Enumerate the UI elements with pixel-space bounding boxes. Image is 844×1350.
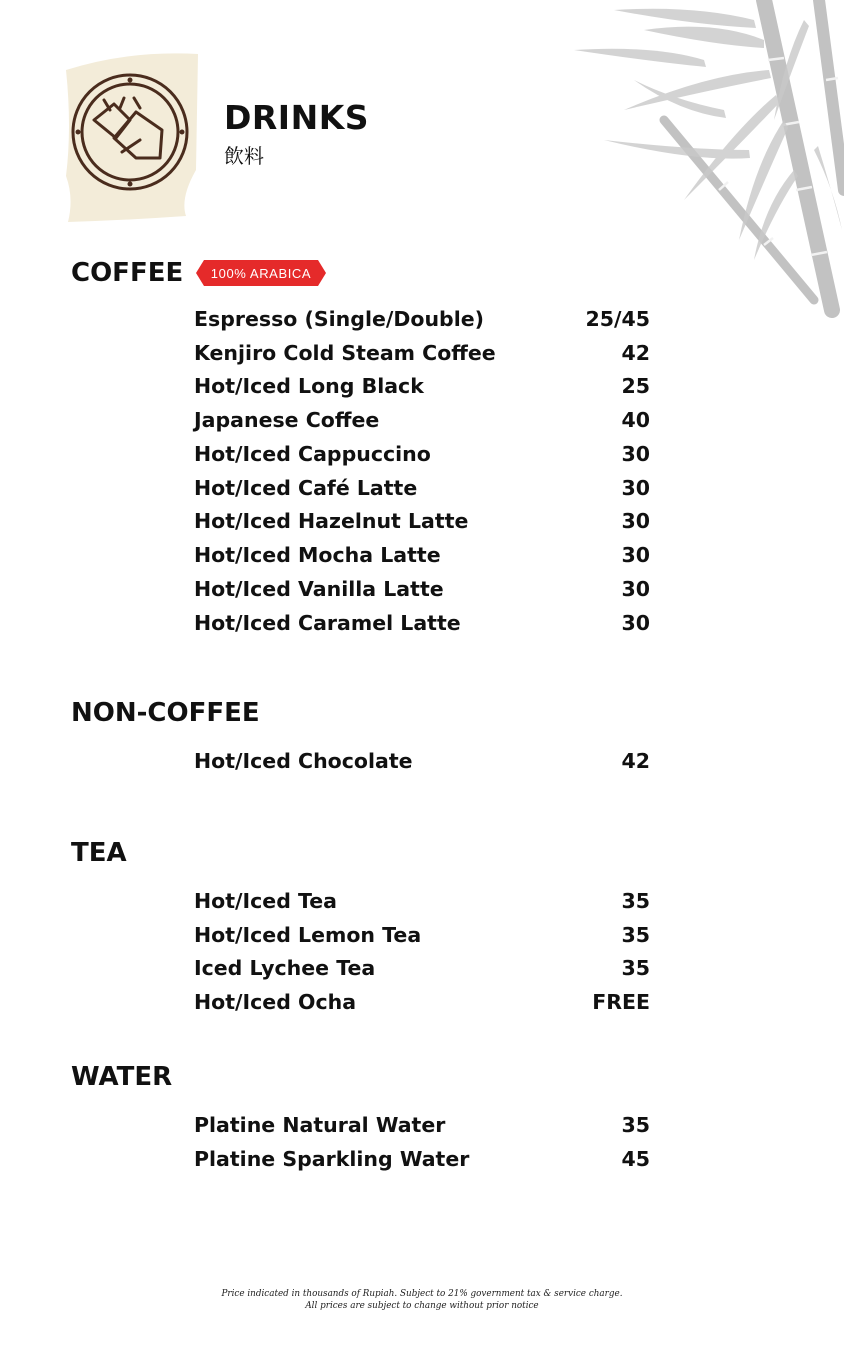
- coffee-list: [194, 302, 650, 640]
- menu-item: [194, 336, 650, 370]
- menu-item: [194, 744, 650, 778]
- section-title-coffee: COFFEE: [71, 258, 184, 288]
- item-name: Hot/Iced Hazelnut Latte: [194, 509, 469, 534]
- badge-label: 100% ARABICA: [210, 265, 312, 281]
- section-title-water: WATER: [71, 1062, 173, 1092]
- item-price: 45: [621, 1146, 650, 1171]
- item-price: 42: [621, 748, 650, 773]
- item-price: 30: [621, 509, 650, 534]
- footer-line-1: Price indicated in thousands of Rupiah. Subject to 21% government tax & service charge.: [221, 1289, 623, 1299]
- menu-item: [194, 370, 650, 404]
- item-name: Hot/Iced Cappuccino: [194, 441, 431, 466]
- item-price: 30: [621, 543, 650, 568]
- item-name: Hot/Iced Ocha: [194, 990, 357, 1015]
- item-price: 35: [621, 1112, 650, 1137]
- item-name: Espresso (Single/Double): [194, 306, 485, 331]
- menu-item: [194, 403, 650, 437]
- item-price: 30: [621, 475, 650, 500]
- item-price: 25: [621, 374, 650, 399]
- menu-item: [194, 884, 650, 918]
- menu-item: [194, 1108, 650, 1142]
- item-name: Hot/Iced Caramel Latte: [194, 610, 461, 635]
- item-price: 35: [621, 956, 650, 981]
- item-name: Hot/Iced Chocolate: [194, 748, 413, 773]
- item-name: Hot/Iced Long Black: [194, 374, 424, 399]
- logo: [60, 48, 200, 224]
- section-title-non-coffee: NON-COFFEE: [71, 698, 260, 728]
- item-price: FREE: [592, 990, 650, 1015]
- menu-item: [194, 302, 650, 336]
- menu-item: [194, 918, 650, 952]
- item-name: Japanese Coffee: [194, 408, 380, 433]
- item-name: Hot/Iced Tea: [194, 888, 338, 913]
- menu-item: [194, 505, 650, 539]
- arabica-badge: [196, 260, 326, 286]
- item-price: 25/45: [585, 306, 650, 331]
- item-price: 40: [621, 408, 650, 433]
- item-price: 35: [621, 888, 650, 913]
- page-subtitle: 飲料: [224, 144, 264, 168]
- menu-item: [194, 437, 650, 471]
- item-name: Iced Lychee Tea: [194, 956, 376, 981]
- kenjiro-cup-logo-icon: [60, 48, 200, 224]
- menu-item: [194, 606, 650, 640]
- section-title-tea: TEA: [71, 838, 127, 868]
- water-list: [194, 1108, 650, 1176]
- item-price: 30: [621, 441, 650, 466]
- menu-item: [194, 471, 650, 505]
- item-name: Hot/Iced Lemon Tea: [194, 922, 422, 947]
- menu-item: [194, 952, 650, 986]
- item-name: Hot/Iced Vanilla Latte: [194, 576, 444, 601]
- menu-item: [194, 572, 650, 606]
- footer-line-2: All prices are subject to change without prior notice: [305, 1301, 539, 1311]
- item-price: 30: [621, 610, 650, 635]
- item-name: Platine Natural Water: [194, 1112, 446, 1137]
- tea-list: [194, 884, 650, 1019]
- bamboo-illustration-icon: [514, 0, 844, 330]
- item-name: Hot/Iced Café Latte: [194, 475, 418, 500]
- item-name: Kenjiro Cold Steam Coffee: [194, 340, 496, 365]
- item-name: Hot/Iced Mocha Latte: [194, 543, 441, 568]
- footer-note: [0, 1288, 844, 1312]
- item-price: 42: [621, 340, 650, 365]
- menu-item: [194, 538, 650, 572]
- page-title: DRINKS: [224, 98, 370, 137]
- item-price: 30: [621, 576, 650, 601]
- item-price: 35: [621, 922, 650, 947]
- non-coffee-list: [194, 744, 650, 778]
- menu-item: [194, 1142, 650, 1176]
- item-name: Platine Sparkling Water: [194, 1146, 470, 1171]
- menu-item: [194, 985, 650, 1019]
